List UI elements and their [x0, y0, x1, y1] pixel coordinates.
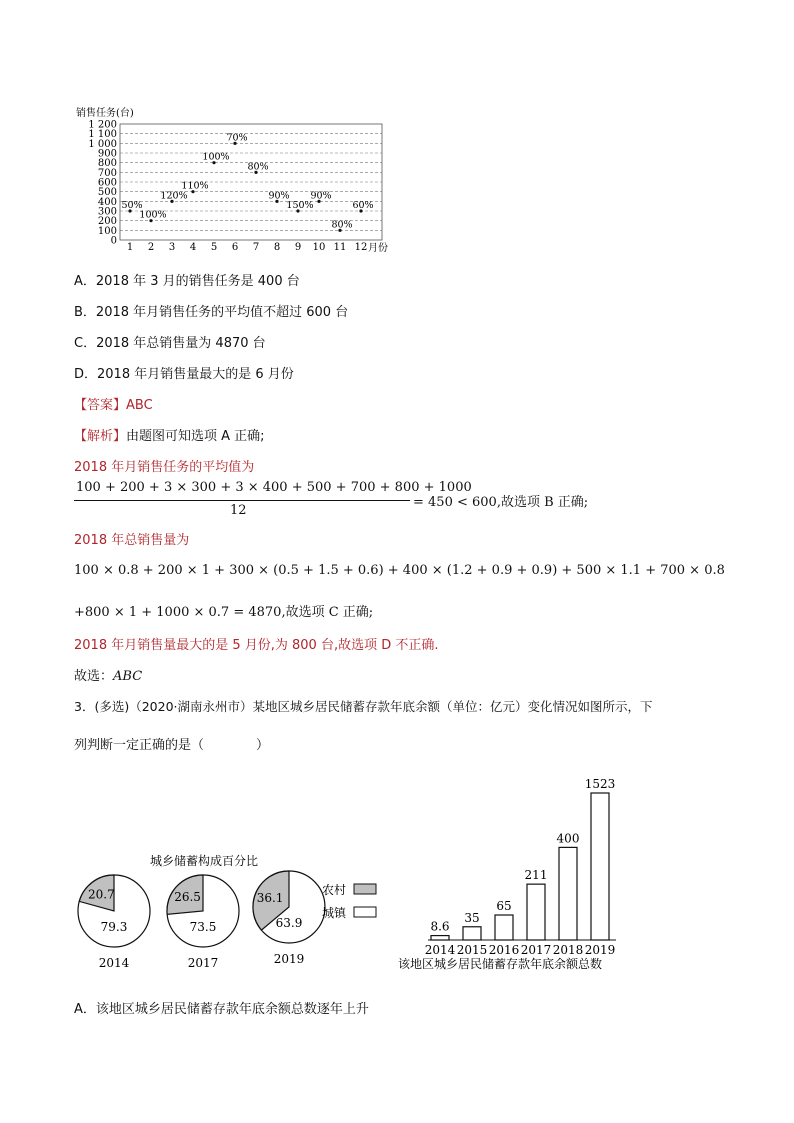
- x-tick-label: 12: [354, 242, 368, 253]
- calc-conclusion: ,故选项 C 正确;: [281, 605, 374, 620]
- x-tick-label: 11: [333, 242, 347, 253]
- x-tick-label: 5: [210, 242, 218, 253]
- x-tick-label: 4: [189, 242, 197, 253]
- bar: [495, 915, 513, 940]
- bar-value-label: 35: [464, 910, 480, 925]
- y-axis-title: 销售任务(台): [76, 108, 134, 119]
- analysis-heading: 【解析】: [74, 429, 127, 444]
- q2-answer: 【答案】ABC: [74, 398, 153, 413]
- avg-title: 2018 年月销售任务的平均值为: [74, 460, 255, 475]
- bar-year-label: 2017: [520, 943, 552, 957]
- pie-urban-label: 79.3: [100, 920, 128, 934]
- pie-rural-label: 26.5: [174, 889, 201, 904]
- choose-line: [74, 665, 142, 684]
- sales-task-chart: [70, 100, 410, 260]
- choose-label: 故选：: [74, 669, 114, 684]
- point-percent-label: 110%: [181, 180, 209, 192]
- q3-stem-line-1: 3．(多选)（2020·湖南永州市）某地区城乡居民储蓄存款年底余额（单位：亿元）变化情况如图所示，下: [74, 699, 653, 714]
- pie-chart-title: 城乡储蓄构成百分比: [150, 854, 259, 868]
- bar: [463, 927, 481, 940]
- y-tick-label: 0: [110, 235, 117, 247]
- pie-urban-label: 73.5: [189, 920, 217, 934]
- y-tick-label: 500: [97, 187, 117, 199]
- point-percent-label: 90%: [310, 190, 332, 202]
- point-percent-label: 80%: [247, 161, 269, 173]
- x-tick-label: 3: [168, 242, 176, 253]
- q3-option-a: A．该地区城乡居民储蓄存款年底余额总数逐年上升: [74, 1002, 369, 1017]
- pie-year-label: 2017: [187, 956, 219, 970]
- bar-year-label: 2014: [424, 943, 456, 957]
- analysis-text: 由题图可知选项 A 正确;: [126, 429, 265, 444]
- bar-value-label: 65: [496, 899, 512, 914]
- y-tick-label: 600: [97, 177, 117, 189]
- point-percent-label: 100%: [202, 151, 230, 163]
- y-tick-label: 700: [97, 167, 117, 179]
- q2-option-a: A．2018 年 3 月的销售任务是 400 台: [74, 274, 300, 289]
- y-tick-label: 300: [97, 206, 117, 218]
- x-tick-label: 1: [126, 242, 134, 253]
- legend-swatch: [354, 907, 376, 917]
- pie-rural-label: 20.7: [87, 887, 115, 902]
- bar-chart-caption: 该地区城乡居民储蓄存款年底余额总数: [398, 957, 603, 971]
- y-tick-label: 1 100: [88, 129, 117, 141]
- fraction-bar: [74, 500, 410, 501]
- pie-year-label: 2019: [273, 952, 305, 966]
- bar: [591, 793, 609, 940]
- fraction-conclusion: ,故选项 B 正确;: [496, 495, 589, 510]
- calc-line-2: [74, 601, 373, 620]
- pie-urban-label: 63.9: [275, 916, 303, 930]
- legend-swatch: [354, 884, 376, 894]
- savings-bar-chart: [390, 770, 630, 980]
- y-tick-label: 100: [97, 225, 117, 237]
- x-tick-label: 8: [273, 242, 281, 253]
- point-percent-label: 150%: [286, 200, 314, 211]
- fraction-denominator: 12: [230, 503, 247, 518]
- point-percent-label: 90%: [268, 190, 290, 202]
- point-percent-label: 80%: [331, 219, 353, 231]
- savings-pie-charts: [70, 850, 400, 980]
- point-percent-label: 70%: [226, 132, 248, 144]
- bar: [527, 884, 545, 940]
- fraction-result: [413, 491, 588, 510]
- point-percent-label: 50%: [121, 200, 143, 211]
- max-month-line: 2018 年月销售量最大的是 5 月份,为 800 台,故选项 D 不正确.: [74, 638, 439, 653]
- point-percent-label: 120%: [160, 190, 188, 202]
- point-percent-label: 60%: [352, 200, 374, 211]
- q3-stem-line-2: 列判断一定正确的是（ ）: [74, 738, 270, 753]
- x-axis-title: 月份: [368, 243, 388, 254]
- bar: [559, 847, 577, 940]
- point-percent-label: 100%: [139, 209, 167, 221]
- y-tick-label: 800: [97, 158, 117, 170]
- x-tick-label: 7: [252, 242, 260, 253]
- bar-value-label: 8.6: [430, 919, 450, 934]
- q2-option-b: B．2018 年月销售任务的平均值不超过 600 台: [74, 305, 349, 320]
- bar-value-label: 1523: [584, 777, 616, 791]
- y-tick-label: 900: [97, 148, 117, 160]
- total-title: 2018 年总销售量为: [74, 533, 190, 548]
- q2-option-c: C．2018 年总销售量为 4870 台: [74, 336, 266, 351]
- x-tick-label: 6: [231, 242, 239, 253]
- bar-year-label: 2015: [456, 943, 488, 957]
- bar-year-label: 2016: [488, 943, 520, 957]
- bar-value-label: 400: [556, 831, 580, 846]
- choose-value: ABC: [113, 669, 143, 684]
- bar-value-label: 211: [524, 868, 548, 883]
- y-tick-label: 200: [97, 216, 117, 228]
- fraction-numerator: 100 + 200 + 3 × 300 + 3 × 400 + 500 + 700 + 800 + 1000: [76, 480, 472, 495]
- x-tick-label: 2: [147, 242, 155, 253]
- bar: [431, 936, 449, 940]
- bar-year-label: 2018: [552, 943, 584, 957]
- x-tick-label: 9: [294, 242, 302, 253]
- bar-year-label: 2019: [584, 943, 616, 957]
- y-tick-label: 1 000: [88, 138, 117, 150]
- x-tick-label: 10: [312, 242, 326, 253]
- y-tick-label: 400: [97, 196, 117, 208]
- q2-option-d: D．2018 年月销售量最大的是 6 月份: [74, 367, 294, 382]
- legend-label: 城镇: [322, 906, 347, 920]
- legend-label: 农村: [322, 883, 347, 897]
- calc-line-1: 100 × 0.8 + 200 × 1 + 300 × (0.5 + 1.5 + 0.6) + 400 × (1.2 + 0.9 + 0.9) + 500 × 1.1 + 700 × 0.8: [74, 563, 725, 578]
- pie-rural-label: 36.1: [256, 891, 284, 906]
- pie-year-label: 2014: [98, 956, 130, 970]
- calc-line-2-expr: +800 × 1 + 1000 × 0.7 = 4870: [74, 605, 282, 620]
- fraction-rhs: = 450 < 600: [413, 495, 497, 510]
- y-tick-label: 1 200: [88, 119, 117, 131]
- q2-analysis: [74, 425, 265, 444]
